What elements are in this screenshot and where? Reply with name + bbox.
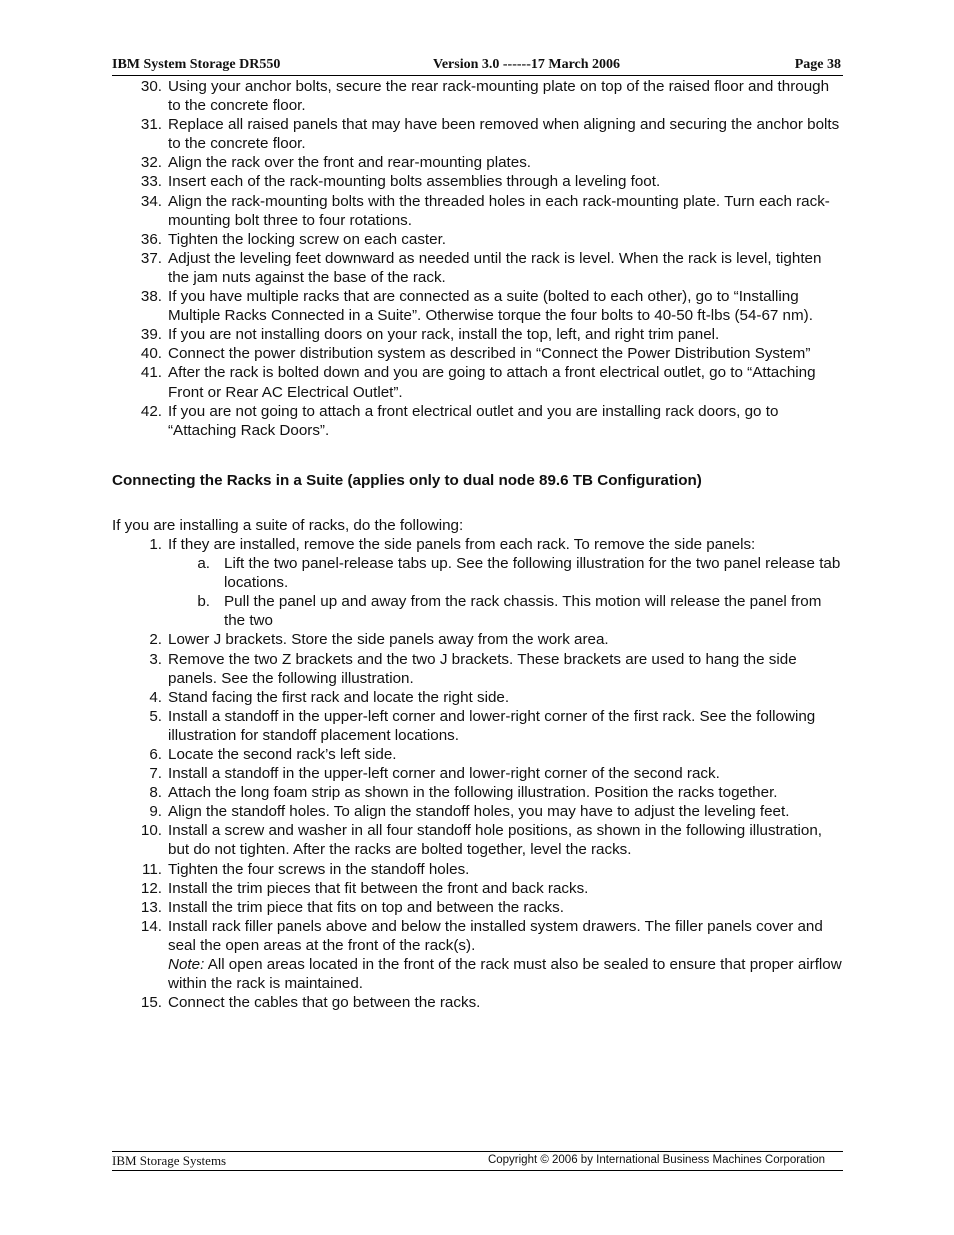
step-number: 36.: [140, 230, 162, 248]
step-text: Install a screw and washer in all four standoff hole positions, as shown in the following illustration, but do not tighten. After the racks are bolted together, level the racks.: [168, 822, 822, 859]
step-number: 2.: [149, 631, 162, 649]
step-number: 12.: [140, 879, 162, 897]
page-header: [112, 57, 843, 77]
substep-text: Lift the two panel-release tabs up. See the following illustration for the two panel release tab locations.: [224, 555, 841, 592]
step-text: Insert each of the rack-mounting bolts assemblies through a leveling foot.: [168, 173, 661, 191]
footer-org-name: IBM Storage Systems: [112, 1153, 227, 1168]
step-text: Connect the power distribution system as described in “Connect the Power Distribution System”: [168, 345, 811, 363]
list-item: [112, 764, 843, 783]
section-heading: Connecting the Racks in a Suite (applies only to dual node 89.6 TB Configuration): [112, 471, 702, 489]
step-number: 7.: [149, 765, 162, 783]
step-text: Tighten the four screws in the standoff holes.: [168, 860, 470, 878]
step-number: 9.: [149, 803, 162, 821]
step-text: Install a standoff in the upper-left corner and lower-right corner of the first rack. See the following illustration for standoff placement locations.: [168, 707, 816, 744]
step-number: 38.: [140, 288, 162, 306]
list-item: [112, 249, 843, 287]
list-item: [112, 821, 843, 859]
step-text: Remove the two Z brackets and the two J brackets. These brackets are used to hang the side panels. See the following illustration.: [168, 650, 797, 687]
step-text: After the rack is bolted down and you are going to attach a front electrical outlet, go to “Attaching Front or Rear AC Electrical Outlet”.: [168, 364, 816, 401]
step-number: 41.: [140, 364, 162, 382]
page-body: [112, 77, 843, 1012]
footer-divider-top: [112, 1151, 843, 1152]
step-text: If they are installed, remove the side panels from each rack. To remove the side panels:: [168, 535, 756, 553]
header-product-title: IBM System Storage DR550: [112, 57, 281, 72]
step-number: 13.: [140, 898, 162, 916]
list-item: [112, 650, 843, 688]
substep-letter: b.: [197, 593, 210, 611]
step-text: Install the trim pieces that fit between the front and back racks.: [168, 879, 589, 897]
list-item: [112, 745, 843, 764]
substep-letter: a.: [197, 555, 210, 573]
step-number: 37.: [140, 249, 162, 267]
list-item: [112, 688, 843, 707]
step-text: If you have multiple racks that are connected as a suite (bolted to each other), go to “Installing Multiple Racks Connected in a Suite”. Otherwise torque the four bolts to 40-50 ft-lbs (54-67 nm).: [168, 288, 813, 325]
list-item: [112, 192, 843, 230]
list-item: [112, 402, 843, 440]
sub-list-item: [112, 554, 843, 592]
list-item: [112, 630, 843, 649]
list-item: [112, 230, 843, 249]
header-page-number: Page 38: [794, 57, 841, 72]
step-text: Adjust the leveling feet downward as needed until the rack is level. When the rack is level, tighten the jam nuts against the base of the rack.: [168, 249, 822, 286]
step-number: 33.: [140, 173, 162, 191]
step-text: Connect the cables that go between the racks.: [168, 994, 481, 1012]
step-text: Attach the long foam strip as shown in the following illustration. Position the racks together.: [168, 784, 778, 802]
step-text: Lower J brackets. Store the side panels away from the work area.: [168, 631, 609, 649]
step-number: 32.: [140, 154, 162, 172]
step-number: 31.: [140, 116, 162, 134]
suite-steps-list: [112, 535, 843, 1012]
step-number: 1.: [149, 535, 162, 553]
section-intro: If you are installing a suite of racks, do the following:: [112, 516, 464, 534]
note-label: Note:: [168, 956, 205, 974]
step-number: 40.: [140, 345, 162, 363]
note-paragraph: [112, 955, 843, 993]
list-item: [112, 783, 843, 802]
list-item: [112, 860, 843, 879]
step-number: 30.: [140, 78, 162, 95]
installation-steps-list: [112, 77, 843, 440]
list-item: [112, 172, 843, 191]
step-text: Install rack filler panels above and below the installed system drawers. The filler panels cover and seal the open areas at the front of the rack(s).: [168, 917, 823, 954]
list-item: [112, 287, 843, 325]
footer-copyright: Copyright © 2006 by International Business Machines Corporation: [487, 1154, 825, 1166]
list-item: [112, 363, 843, 401]
step-text: Replace all raised panels that may have been removed when aligning and securing the anchor bolts to the concrete floor.: [168, 116, 840, 153]
step-number: 39.: [140, 326, 162, 344]
step-text: Align the rack over the front and rear-mounting plates.: [168, 154, 532, 172]
list-item: [112, 879, 843, 898]
note-text: All open areas located in the front of the rack must also be sealed to ensure that proper airflow within the rack is maintained.: [168, 956, 842, 993]
list-item: [112, 993, 843, 1012]
list-item: [112, 344, 843, 363]
step-number: 8.: [149, 784, 162, 802]
list-item: [112, 77, 843, 115]
step-number: 3.: [149, 650, 162, 668]
step-text: Align the standoff holes. To align the standoff holes, you may have to adjust the leveling feet.: [168, 803, 790, 821]
step-number: 15.: [140, 994, 162, 1012]
step-number: 5.: [149, 707, 162, 725]
list-item: [112, 153, 843, 172]
step-text: Locate the second rack’s left side.: [168, 746, 397, 763]
list-item: [112, 802, 843, 821]
list-item: [112, 115, 843, 153]
list-item: [112, 898, 843, 917]
list-item: [112, 325, 843, 344]
step-text: Stand facing the first rack and locate the right side.: [168, 688, 510, 706]
substeps-list: [112, 554, 843, 630]
step-text: Align the rack-mounting bolts with the threaded holes in each rack-mounting plate. Turn each rack-mounting bolt three to four rotations.: [168, 192, 830, 229]
step-text: Tighten the locking screw on each caster.: [168, 230, 447, 248]
step-text: If you are not installing doors on your rack, install the top, left, and right trim panel.: [168, 326, 720, 344]
header-version-date: Version 3.0 ------17 March 2006: [433, 57, 621, 72]
step-number: 10.: [140, 822, 162, 840]
step-number: 4.: [149, 688, 162, 706]
list-item: [112, 917, 843, 955]
step-text: Install a standoff in the upper-left corner and lower-right corner of the second rack.: [168, 765, 720, 783]
page-footer: [112, 1153, 843, 1171]
list-item: [112, 707, 843, 745]
step-number: 34.: [140, 192, 162, 210]
header-divider: [112, 75, 843, 76]
step-number: 42.: [140, 402, 162, 420]
step-number: 11.: [142, 860, 162, 878]
step-text: Using your anchor bolts, secure the rear rack-mounting plate on top of the raised floor and through to the concrete floor.: [168, 78, 830, 115]
footer-divider-bottom: [112, 1170, 843, 1171]
step-text: Install the trim piece that fits on top and between the racks.: [168, 898, 564, 916]
list-item: [112, 535, 843, 554]
step-text: If you are not going to attach a front electrical outlet and you are installing rack doors, go to “Attaching Rack Doors”.: [168, 402, 779, 439]
sub-list-item: [112, 592, 843, 630]
substep-text: Pull the panel up and away from the rack chassis. This motion will release the panel from the two: [224, 593, 822, 630]
step-number: 6.: [149, 746, 162, 763]
step-number: 14.: [140, 917, 162, 935]
